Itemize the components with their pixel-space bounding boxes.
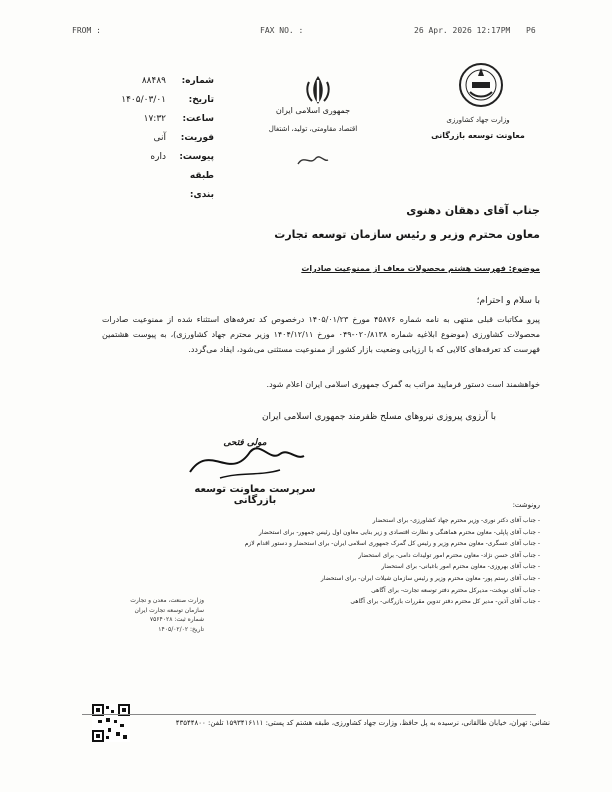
fax-page-number: P6: [526, 26, 536, 35]
fax-from-label: FROM :: [72, 26, 101, 35]
date-label: تاریخ:: [188, 95, 214, 105]
letter-body: پیرو مکاتبات قبلی منتهی به نامه شماره ۴۵۸۷۶ مورخ ۱۴۰۵/۰۱/۲۳ درخصوص کد تعرفه‌های استثناء شده از ممنوعیت صادرات محصولات کشاورزی (موضوع ابلاغیه شماره ۰۲۰/۸۱۳۸-۰۴۹ مورخ ۱۴۰۴/۱۲/۱۱ وزیر محترم جهاد کشاورزی)، به پیوست هشتمین فهرست کد تعرفه‌های کالایی که با ارزیابی وضعیت بازار کشور از ممنوعیت مستثنی می‌شود، ایفاد می‌گردد.: [102, 315, 540, 354]
cc-item: - جناب آقای رستم پور- معاون محترم وزیر و رئیس سازمان شیلات ایران- برای استحضار: [320, 574, 540, 582]
cc-list: [240, 515, 540, 608]
cc-heading: رونوشت:: [512, 501, 540, 509]
cc-item: - جناب آقای پاپلی- معاون محترم هماهنگی و نظارت اقتصادی و زیر بنایی معاون اول رئیس جمهور- برای استحضار: [258, 528, 540, 536]
number-label: شماره:: [181, 76, 214, 86]
closing-prayer: با آرزوی پیروزی نیروهای مسلح ظفرمند جمهوری اسلامی ایران: [261, 412, 496, 422]
footer-divider: [82, 714, 536, 715]
recipient-name: جناب آقای دهقان دهنوی: [406, 204, 540, 217]
urgency-value: آنی: [153, 133, 166, 143]
urgency-label: فوریت:: [180, 133, 214, 143]
slogan-text: اقتصاد مقاومتی، تولید، اشتغال: [268, 125, 358, 133]
cc-item: - جناب آقای حسن نژاد- معاون محترم امور تولیدات دامی- برای استحضار: [358, 551, 540, 559]
received-stamp: [108, 596, 204, 640]
letter-subject: موضوع: فهرست هشتم محصولات معاف از ممنوعیت صادرات: [301, 264, 540, 273]
time-label: ساعت:: [182, 114, 214, 124]
signatory-title: سرپرست معاونت توسعه بازرگانی: [194, 484, 316, 506]
letter-meta: [110, 72, 214, 205]
ministry-logo-icon: [458, 62, 504, 108]
stamp-line: وزارت صنعت، معدن و تجارت: [130, 597, 204, 604]
attachment-value: داره: [150, 152, 166, 162]
stamp-line: تاریخ: ۱۴۰۵/۰۲/۰۲: [158, 625, 204, 633]
number-value: ۸۸۴۸۹: [141, 76, 166, 86]
signatory-name: مولی فتحی: [223, 438, 267, 448]
republic-title: جمهوری اسلامی ایران: [275, 106, 351, 115]
fax-header: [0, 26, 612, 40]
stamp-line: سازمان توسعه تجارت ایران: [134, 606, 204, 614]
fax-timestamp: 26 Apr. 2026 12:17PM: [414, 26, 511, 35]
classification-label: طبقه بندی:: [189, 171, 214, 200]
department-name: معاونت توسعه بازرگانی: [431, 131, 525, 140]
ministry-name: وزارت جهاد کشاورزی: [446, 116, 510, 124]
greeting: با سلام و احترام؛: [476, 296, 540, 306]
qr-code-icon: [92, 704, 130, 742]
cc-item: - جناب آقای بهروزی- معاون محترم امور باغبانی- برای استحضار: [381, 563, 540, 571]
cc-item: - جناب آقای عسگری- معاون محترم وزیر و رئیس کل گمرک جمهوری اسلامی ایران- برای استحضار و دستور اقدام لازم: [244, 540, 540, 548]
closing-request: خواهشمند است دستور فرمایید مراتب به گمرک جمهوری اسلامی ایران اعلام شود.: [266, 380, 540, 389]
attachment-label: پیوست:: [179, 152, 214, 162]
recipient-title: معاون محترم وزیر و رئیس سازمان توسعه تجارت: [274, 228, 540, 241]
fax-number-label: FAX NO. :: [260, 26, 304, 35]
calligraphy-mark-icon: [292, 150, 332, 170]
cc-item: - جناب آقای نوبخت- مدیرکل محترم دفتر توسعه تجارت- برای آگاهی: [371, 586, 540, 594]
time-value: ۱۷:۳۲: [143, 114, 166, 124]
cc-item: - جناب آقای آذین- مدیر کل محترم دفتر تدوین مقررات بازرگانی- برای آگاهی: [350, 598, 540, 606]
cc-item: - جناب آقای دکتر نوری- وزیر محترم جهاد کشاورزی- برای استحضار: [372, 517, 540, 524]
stamp-line: شماره ثبت: ۷۵۶۴۰۲۸: [149, 616, 204, 623]
iran-emblem-icon: [300, 72, 336, 108]
classification-value: [110, 167, 166, 205]
footer-address: نشانی: تهران، خیابان طالقانی، نرسیده به پل حافظ، وزارت جهاد کشاورزی، طبقه هشتم کد پستی: ۱۵۹۳۴۱۶۱۱۱ تلفن: ۴۳۵۴۴۸۰۰: [175, 719, 550, 727]
date-value: ۱۴۰۵/۰۳/۰۱: [121, 95, 166, 105]
